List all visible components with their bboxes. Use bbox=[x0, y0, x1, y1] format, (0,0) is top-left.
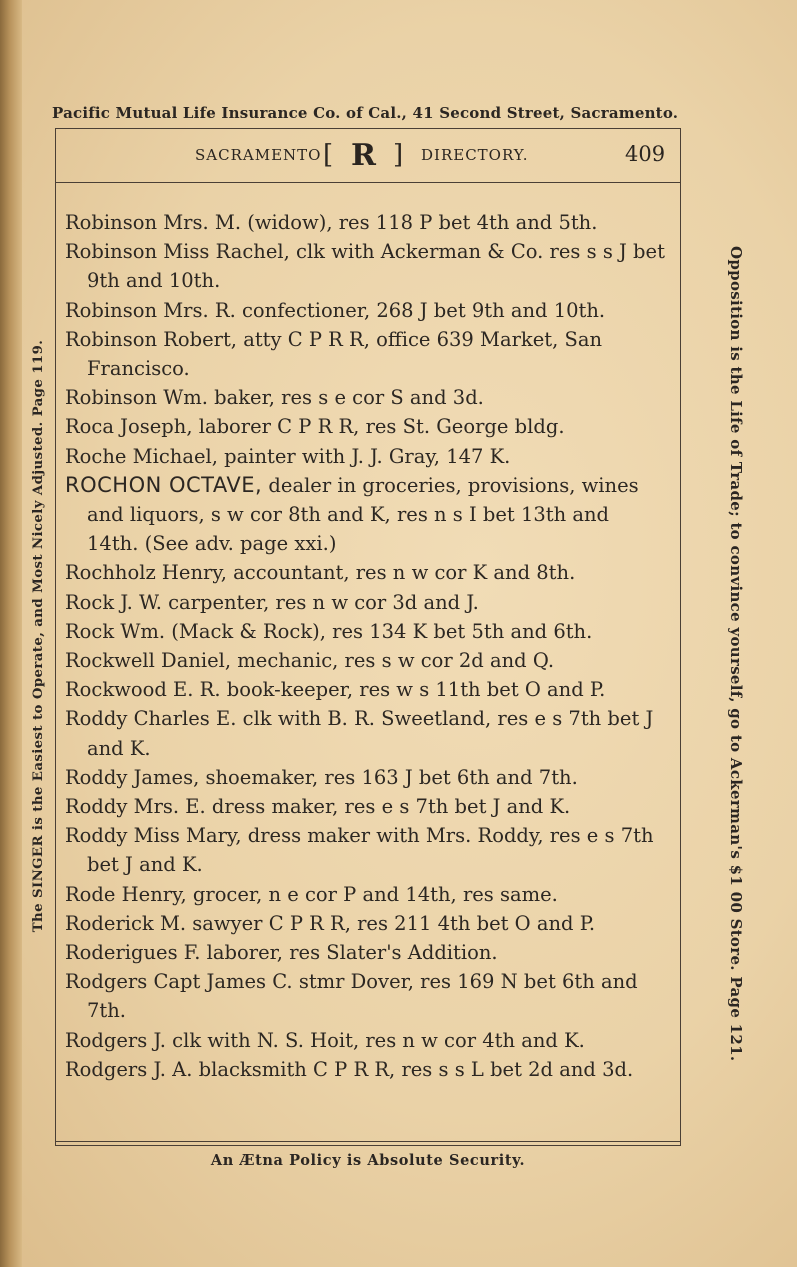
header-city: SACRAMENTO bbox=[195, 146, 322, 164]
directory-entry: Roddy James, shoemaker, res 163 J bet 6th and 7th. bbox=[65, 765, 578, 789]
directory-entry: Rockwood E. R. book-keeper, res w s 11th bet O and P. bbox=[65, 678, 606, 702]
directory-entry: Rodgers J. clk with N. S. Hoit, res n w cor 4th and K. bbox=[65, 1028, 585, 1052]
left-margin-advertisement: The SINGER is the Easiest to Operate, and Most Nicely Adjusted. Page 119. bbox=[31, 339, 46, 933]
directory-entry: Roche Michael, painter with J. J. Gray, 147 K. bbox=[65, 444, 511, 468]
header-rule bbox=[55, 182, 681, 183]
directory-entry: Rock Wm. (Mack & Rock), res 134 K bet 5th and 6th. bbox=[65, 619, 593, 643]
page-number: 409 bbox=[625, 142, 666, 166]
directory-entry: Roddy Mrs. E. dress maker, res e s 7th bet J and K. bbox=[65, 795, 571, 819]
bottom-advertisement: An Ætna Policy is Absolute Security. bbox=[210, 1152, 526, 1169]
right-margin-advertisement: Opposition is the Life of Trade; to convince yourself, go to Ackerman's $1 00 Store. Page 121. bbox=[727, 246, 745, 1062]
directory-entry: Roddy Miss Mary, dress maker with Mrs. Roddy, res e s 7th bet J and K. bbox=[65, 824, 654, 877]
directory-entry: Roderick M. sawyer C P R R, res 211 4th bet O and P. bbox=[65, 911, 596, 935]
directory-entry: Roderigues F. laborer, res Slater's Addition. bbox=[65, 941, 498, 965]
featured-name: ROCHON OCTAVE, bbox=[65, 472, 263, 497]
directory-entry: Roca Joseph, laborer C P R R, res St. George bldg. bbox=[65, 415, 565, 439]
running-header bbox=[55, 140, 679, 180]
featured-details: dealer in groceries, provisions, wines and liquors, s w cor 8th and K, res n s I bet 13th and 14th. (See adv. page xxi.) bbox=[87, 473, 639, 556]
directory-entry: Robinson Mrs. M. (widow), res 118 P bet 4th and 5th. bbox=[65, 211, 598, 234]
directory-entry: Robinson Miss Rachel, clk with Ackerman & Co. res s s J bet 9th and 10th. bbox=[65, 240, 665, 293]
directory-entry-featured bbox=[65, 471, 665, 559]
header-bracket-open: [ bbox=[323, 140, 334, 170]
header-letter: R bbox=[351, 138, 376, 173]
header-directory: DIRECTORY. bbox=[421, 146, 529, 164]
directory-entries bbox=[65, 208, 665, 1084]
directory-entry: Rodgers J. A. blacksmith C P R R, res s s L bet 2d and 3d. bbox=[65, 1057, 634, 1081]
directory-entry: Rode Henry, grocer, n e cor P and 14th, res same. bbox=[65, 882, 558, 906]
top-advertisement: Pacific Mutual Life Insurance Co. of Cal., 41 Second Street, Sacramento. bbox=[52, 104, 679, 122]
directory-entry: Robinson Wm. baker, res s e cor S and 3d. bbox=[65, 386, 484, 410]
book-spine bbox=[0, 0, 22, 1267]
directory-entry: Rockwell Daniel, mechanic, res s w cor 2d and Q. bbox=[65, 649, 555, 673]
header-bracket-close: ] bbox=[393, 140, 404, 170]
directory-entry: Rochholz Henry, accountant, res n w cor K and 8th. bbox=[65, 561, 576, 585]
directory-entry: Robinson Robert, atty C P R R, office 639 Market, San Francisco. bbox=[65, 327, 603, 381]
directory-entry: Rock J. W. carpenter, res n w cor 3d and J. bbox=[65, 590, 479, 614]
directory-entry: Roddy Charles E. clk with B. R. Sweetland, res e s 7th bet J and K. bbox=[65, 707, 654, 760]
footer-rule bbox=[55, 1141, 681, 1142]
directory-entry: Robinson Mrs. R. confectioner, 268 J bet 9th and 10th. bbox=[65, 298, 606, 322]
directory-entry: Rodgers Capt James C. stmr Dover, res 169 N bet 6th and 7th. bbox=[65, 970, 638, 1023]
